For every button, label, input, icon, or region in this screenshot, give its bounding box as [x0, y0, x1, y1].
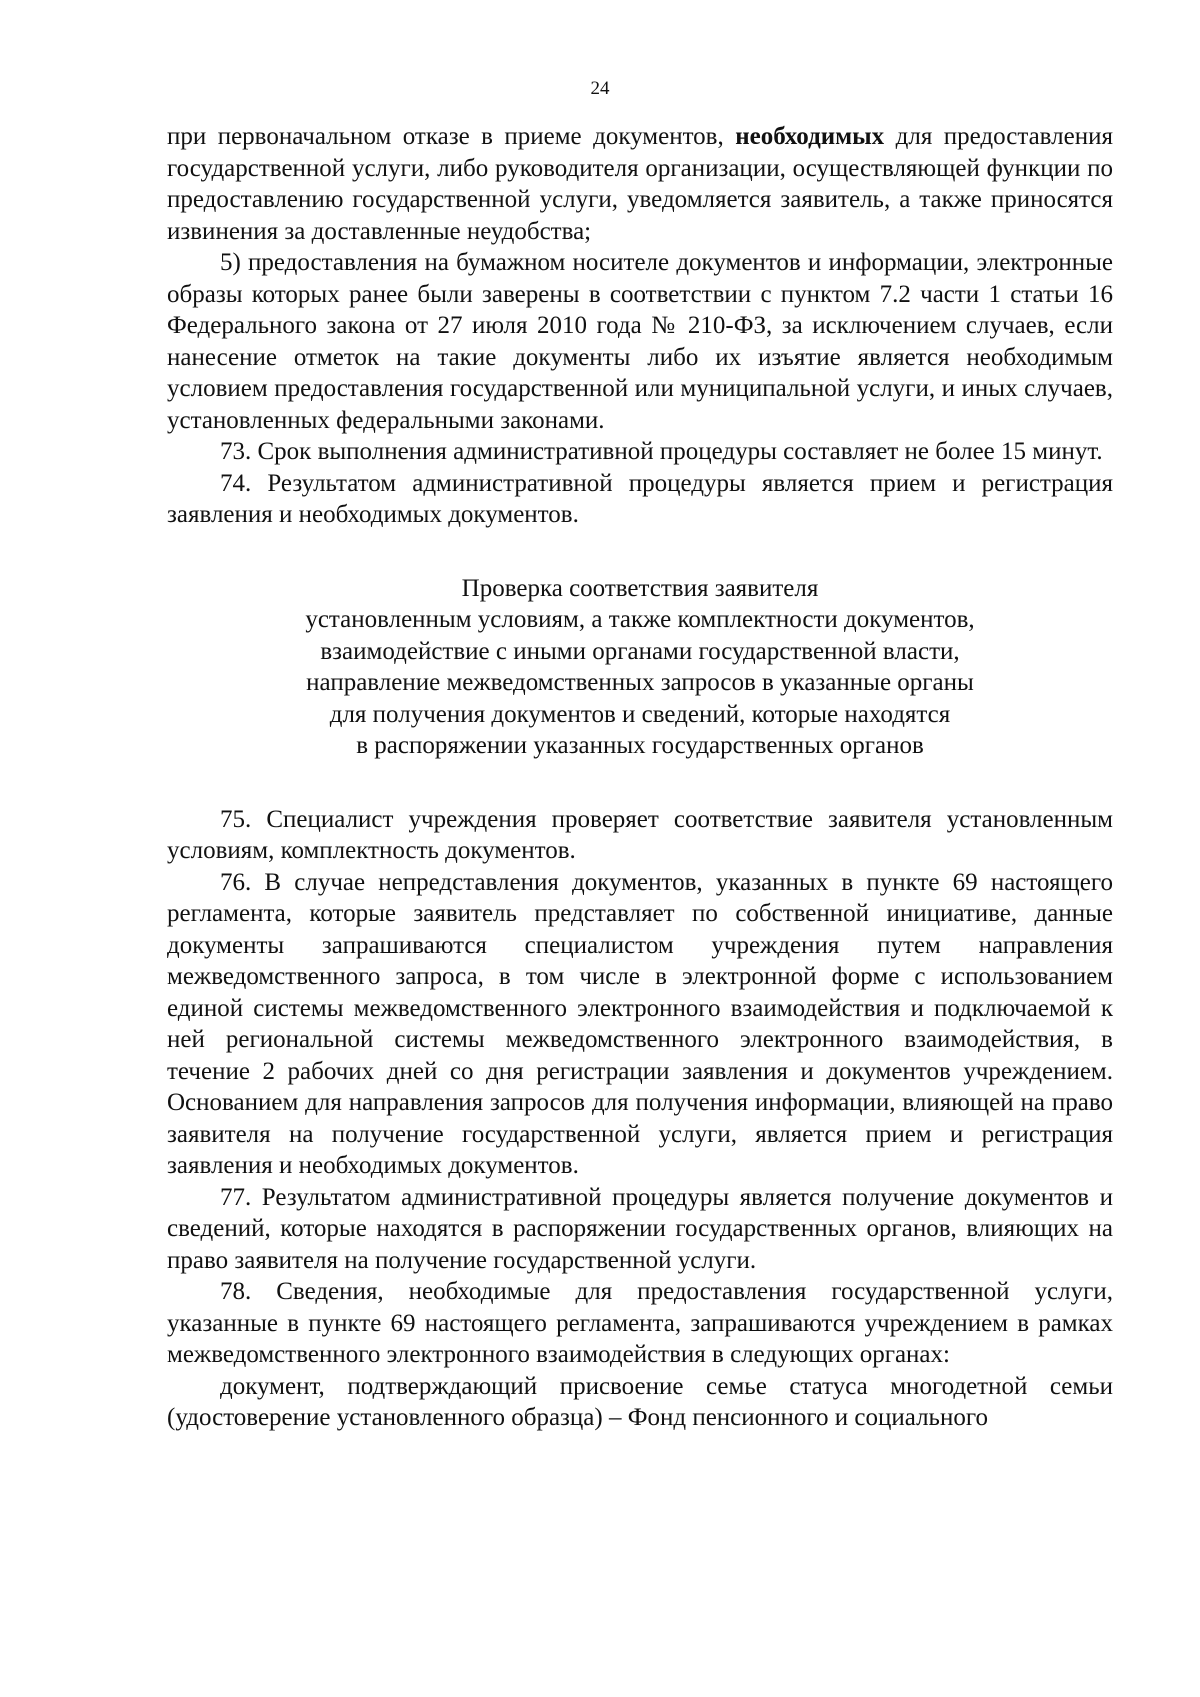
document-body: [167, 121, 1113, 1434]
paragraph-77: 77. Результатом административной процедуры является получение документов и сведений, которые находятся в распоряжении государственных органов, влияющих на право заявителя на получение государственной услуги.: [167, 1183, 1113, 1274]
paragraph-73: 73. Срок выполнения административной процедуры составляет не более 15 минут.: [220, 438, 1103, 465]
section-heading-line: Проверка соответствия заявителя: [461, 574, 819, 602]
paragraph-74: 74. Результатом административной процедуры является прием и регистрация заявления и необходимых документов.: [167, 469, 1113, 528]
paragraph-78: 78. Сведения, необходимые для предоставления государственной услуги, указанные в пункте 69 настоящего регламента, запрашиваются учреждением в рамках межведомственного электронного взаимодействия в следующих органах:: [167, 1278, 1113, 1368]
section-heading-line: направление межведомственных запросов в указанные органы: [306, 669, 974, 696]
paragraph-item-5: 5) предоставления на бумажном носителе документов и информации, электронные образы которых ранее были заверены в соответствии с пунктом 7.2 части 1 статьи 16 Федерального закона от 27 июля 2010 года № 210-ФЗ, за исключением случаев, если нанесение отметок на такие документы либо их изъятие является необходимым условием предоставления государственной или муниципальной услуги, и иных случаев, установленных федеральными законами.: [167, 249, 1113, 434]
paragraph-continuation-text-start: при первоначальном отказе в приеме документов,: [167, 123, 736, 150]
section-heading-line: для получения документов и сведений, которые находятся: [329, 700, 951, 728]
paragraph-75: 75. Специалист учреждения проверяет соответствие заявителя установленным условиям, комплектность документов.: [167, 805, 1113, 864]
paragraph-76: 76. В случае непредставления документов, указанных в пункте 69 настоящего регламента, которые заявитель представляет по собственной инициативе, данные документы запрашиваются специалистом учреждения путем направления межведомственного запроса, в том числе в электронной форме с использованием единой системы межведомственного электронного взаимодействия и подключаемой к ней региональной системы межведомственного электронного взаимодействия, в течение 2 рабочих дней со дня регистрации заявления и документов учреждением. Основанием для направления запросов для получения информации, влияющей на право заявителя на получение государственной услуги, является прием и регистрация заявления и необходимых документов.: [167, 868, 1113, 1179]
section-heading-line: в распоряжении указанных государственных органов: [356, 732, 924, 759]
section-heading: [167, 573, 1113, 762]
paragraph-continuation: [167, 121, 1113, 247]
section-heading-line: взаимодействие с иными органами государственной власти,: [320, 637, 960, 665]
page-number: 24: [590, 78, 610, 99]
paragraph-continuation-bold-word: необходимых: [735, 123, 885, 150]
section-heading-line: установленным условиям, а также комплектности документов,: [305, 606, 975, 633]
paragraph-document-list-item: документ, подтверждающий присвоение семье статуса многодетной семьи (удостоверение установленного образца) – Фонд пенсионного и социального: [167, 1372, 1113, 1431]
paragraph-continuation-text-end: для предоставления государственной услуги, либо руководителя организации, осуществляющей функции по предоставлению государственной услуги, уведомляется заявитель, а также приносятся извинения за доставленные неудобства;: [167, 123, 1113, 245]
